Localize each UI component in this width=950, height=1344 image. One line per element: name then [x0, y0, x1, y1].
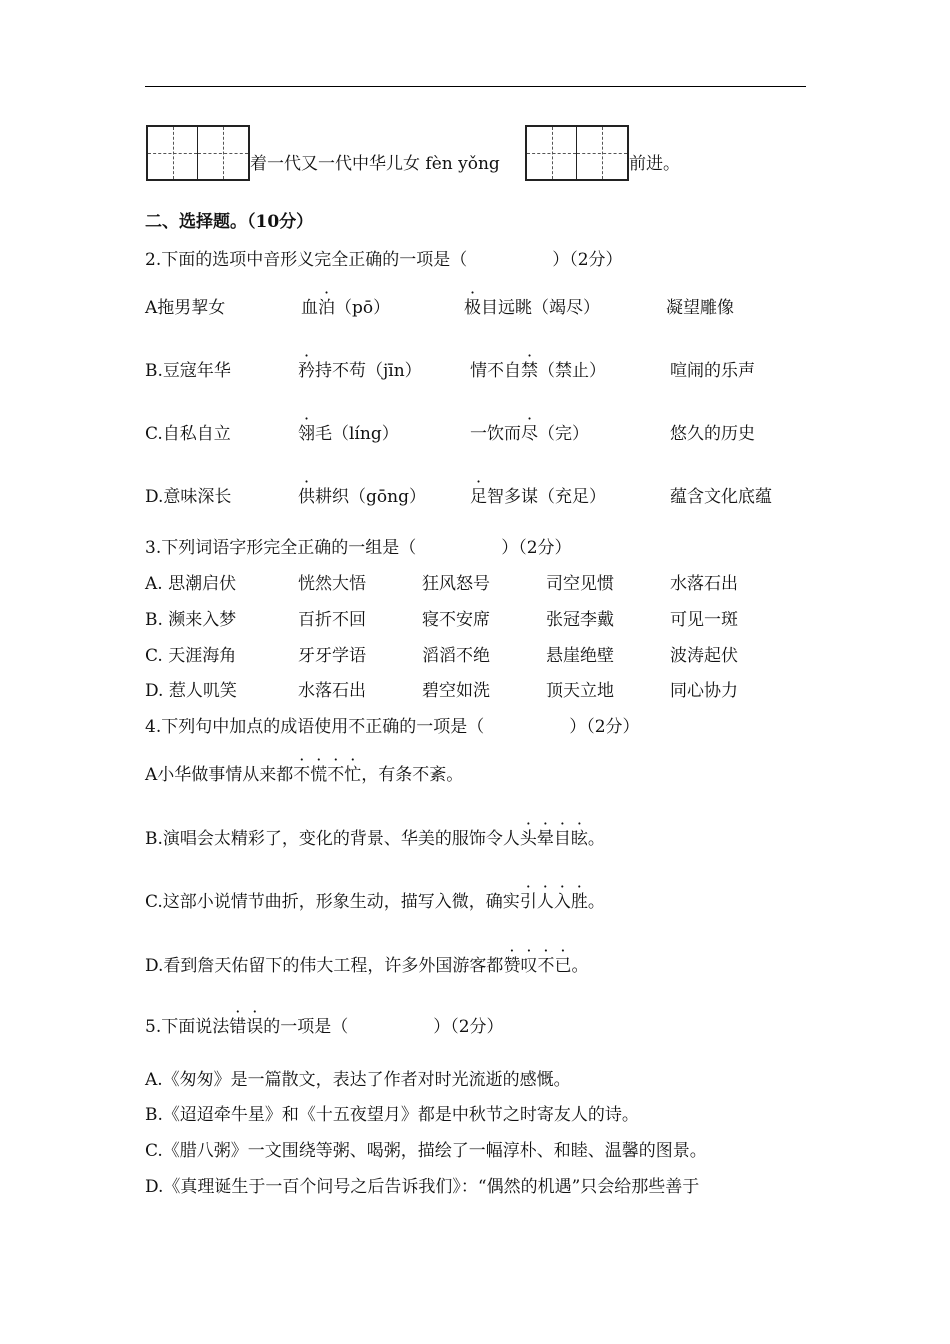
q4-option-b[interactable]: B.演唱会太精彩了，变化的背景、华美的服饰令人头晕目眩。	[145, 829, 605, 849]
q2-option-c-item3: 悠久的历史	[670, 424, 755, 444]
q2-option-d-item1: 供耕织（gōng）	[298, 487, 426, 507]
q2-option-a-item1: 血泊（pō）	[301, 298, 391, 318]
q2-option-c-item2: 一饮而尽（完）	[470, 424, 589, 444]
q3-word: 寝不安席	[422, 610, 490, 630]
q3-word: 顶天立地	[546, 681, 614, 701]
q2-option-b-item1: 矜持不苟（jīn）	[298, 361, 422, 381]
q2-option-c-label: C.自私自立	[145, 424, 231, 444]
question-5-stem: 5.下面说法错误的一项是（ ）（2分）	[145, 1017, 504, 1037]
q3-word: 狂风怒号	[422, 574, 490, 594]
question-5-option-c[interactable]: C.《腊八粥》一文围绕等粥、喝粥，描绘了一幅淳朴、和睦、温馨的图景。	[145, 1141, 707, 1161]
question-3-stem: 3.下列词语字形完全正确的一组是（ ）（2分）	[145, 538, 572, 558]
q3-word: 滔滔不绝	[422, 646, 490, 666]
q3-word: 悬崖绝壁	[546, 646, 614, 666]
q3-option-b[interactable]: B. 濒来入梦	[145, 610, 237, 630]
q3-word: 司空见惯	[546, 574, 614, 594]
q4-option-a[interactable]: A小华做事情从来都不慌不忙，有条不紊。	[145, 765, 464, 785]
q3-word: 同心协力	[670, 681, 738, 701]
q4-option-d[interactable]: D.看到詹天佑留下的伟大工程，许多外国游客都赞叹不已。	[145, 956, 589, 976]
q2-option-d-item2: 足智多谋（充足）	[470, 487, 606, 507]
q2-option-d-label: D.意味深长	[145, 487, 232, 507]
pinyin-answer-grid-2[interactable]	[525, 125, 629, 181]
q3-word: 水落石出	[298, 681, 366, 701]
q2-option-b-label: B.豆寇年华	[145, 361, 231, 381]
question-5-option-d[interactable]: D.《真理诞生于一百个问号之后告诉我们》：“偶然的机遇”只会给那些善于	[145, 1177, 700, 1197]
question-2-stem: 2.下面的选项中音形义完全正确的一项是（ ）（2分）	[145, 250, 623, 270]
q2-option-a-label: A拖男挈女	[145, 298, 226, 318]
q3-word: 波涛起伏	[670, 646, 738, 666]
q2-option-d-item3: 蕴含文化底蕴	[670, 487, 772, 507]
q2-option-b-item2: 情不自禁（禁止）	[470, 361, 606, 381]
q3-word: 碧空如洗	[422, 681, 490, 701]
q3-option-d[interactable]: D. 惹人叽笑	[145, 681, 237, 701]
header-rule	[145, 86, 806, 87]
fill-sentence-end: 前进。	[629, 154, 680, 174]
q3-word: 可见一斑	[670, 610, 738, 630]
question-5-option-b[interactable]: B.《迢迢牵牛星》和《十五夜望月》都是中秋节之时寄友人的诗。	[145, 1105, 639, 1125]
q3-word: 张冠李戴	[546, 610, 614, 630]
pinyin-answer-grid-1[interactable]	[146, 125, 250, 181]
question-5-option-a[interactable]: A.《匆匆》是一篇散文，表达了作者对时光流逝的感慨。	[145, 1070, 571, 1090]
q2-option-a-item2: 极目远眺（竭尽）	[464, 298, 600, 318]
q2-option-c-item1: 翎毛（líng）	[298, 424, 399, 444]
fill-sentence-text: 着一代又一代中华儿女 fèn yǒng	[250, 154, 500, 174]
question-4-stem: 4.下列句中加点的成语使用不正确的一项是（ ）（2分）	[145, 717, 640, 737]
section-title: 二、选择题。（10分）	[145, 212, 314, 232]
q3-word: 百折不回	[298, 610, 366, 630]
q3-word: 水落石出	[670, 574, 738, 594]
q3-option-c[interactable]: C. 天涯海角	[145, 646, 237, 666]
q2-option-a-item3: 凝望雕像	[666, 298, 734, 318]
q4-option-c[interactable]: C.这部小说情节曲折，形象生动，描写入微，确实引人入胜。	[145, 892, 605, 912]
q3-option-a[interactable]: A. 思潮启伏	[145, 574, 237, 594]
q2-option-b-item3: 喧闹的乐声	[670, 361, 755, 381]
q3-word: 牙牙学语	[298, 646, 366, 666]
q3-word: 恍然大悟	[298, 574, 366, 594]
